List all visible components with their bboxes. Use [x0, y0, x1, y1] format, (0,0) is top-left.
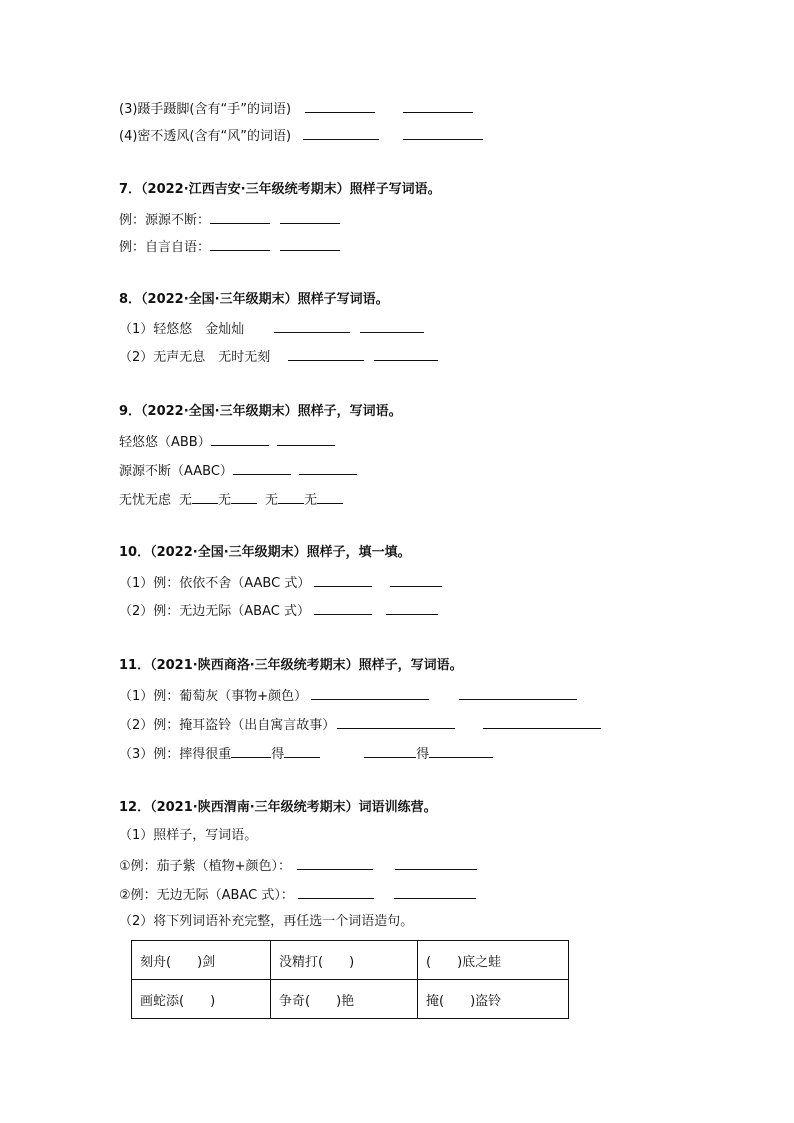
idiom-cell[interactable]: ( )底之蛙 [418, 941, 569, 980]
question-12-title: 12．（2021·陕西渭南·三年级统考期末）词语训练营。 [119, 800, 437, 815]
item-4-text: (4)密不透风(含有“风”的词语) [119, 129, 292, 144]
answer-blank[interactable] [231, 489, 257, 504]
question-10-title: 10．（2022·全国·三年级期末）照样子，填一填。 [119, 545, 411, 560]
answer-blank[interactable] [390, 572, 442, 587]
question-12-line-b [119, 884, 476, 904]
question-9-line-b [119, 460, 357, 480]
q11-example-c: （3）例：摔得很重 [119, 747, 232, 762]
answer-blank[interactable] [483, 714, 601, 729]
q9-example-c: 无忧无虑 [119, 493, 172, 508]
question-11-line-a [119, 685, 577, 705]
question-10-line-b [119, 600, 438, 620]
q12-example-a: ①例：茄子紫（植物+颜色）： [119, 859, 292, 874]
q10-example-a: （1）例：依依不舍（AABC 式） [119, 576, 311, 591]
q9-wu-char: 无 [179, 493, 193, 508]
question-8-line-a [119, 318, 424, 338]
item-4-line [119, 125, 483, 145]
answer-blank[interactable] [298, 884, 374, 899]
table-row [132, 941, 569, 980]
answer-blank[interactable] [403, 98, 473, 113]
answer-blank[interactable] [459, 685, 577, 700]
answer-blank[interactable] [395, 855, 477, 870]
idiom-cell[interactable]: 画蛇添( ) [132, 980, 271, 1019]
answer-blank[interactable] [211, 431, 269, 446]
question-12-sub-2: （2）将下列词语补充完整，再任选一个词语造句。 [119, 914, 414, 929]
answer-blank[interactable] [192, 489, 218, 504]
idiom-cell[interactable]: 刻舟( )剑 [132, 941, 271, 980]
question-11-title: 11．（2021·陕西商洛·三年级统考期末）照样子，写词语。 [119, 658, 463, 673]
answer-blank[interactable] [360, 318, 424, 333]
answer-blank[interactable] [317, 489, 343, 504]
question-9-line-c [119, 489, 343, 509]
item-3-line [119, 98, 473, 118]
answer-blank[interactable] [305, 98, 375, 113]
answer-blank[interactable] [280, 236, 340, 251]
q8-example-b: （2）无声无息 无时无刻 [119, 350, 271, 365]
answer-blank[interactable] [280, 209, 340, 224]
idiom-fill-table [131, 940, 569, 1019]
idiom-cell[interactable]: 掩( )盗铃 [418, 980, 569, 1019]
question-9-title: 9．（2022·全国·三年级期末）照样子，写词语。 [119, 404, 402, 419]
q11-de-char: 得 [416, 747, 430, 762]
answer-blank[interactable] [210, 236, 270, 251]
q11-example-b: （2）例：掩耳盗铃（出自寓言故事） [119, 718, 336, 733]
question-8-line-b [119, 346, 438, 366]
answer-blank[interactable] [386, 600, 438, 615]
idiom-cell[interactable]: 没精打( ) [271, 941, 418, 980]
question-12-sub-1: （1）照样子，写词语。 [119, 828, 258, 843]
question-8-title: 8．（2022·全国·三年级期末）照样子写词语。 [119, 292, 389, 307]
answer-blank[interactable] [299, 460, 357, 475]
q7-example-a: 例：源源不断： [119, 213, 211, 228]
table-row [132, 980, 569, 1019]
answer-blank[interactable] [210, 209, 270, 224]
q8-example-a: （1）轻悠悠 金灿灿 [119, 322, 245, 337]
answer-blank[interactable] [364, 743, 416, 758]
question-7-title: 7．（2022·江西吉安·三年级统考期末）照样子写词语。 [119, 182, 441, 197]
q9-wu-char: 无 [218, 493, 232, 508]
question-10-line-a [119, 572, 442, 592]
answer-blank[interactable] [303, 125, 379, 140]
answer-blank[interactable] [429, 743, 493, 758]
q7-example-b: 例：自言自语： [119, 240, 211, 255]
question-11-line-b [119, 714, 601, 734]
q12-example-b: ②例：无边无际（ABAC 式）： [119, 888, 294, 903]
answer-blank[interactable] [297, 855, 373, 870]
answer-blank[interactable] [288, 346, 364, 361]
q9-wu-char: 无 [265, 493, 279, 508]
item-3-text: (3)蹑手蹑脚(含有“手”的词语) [119, 102, 292, 117]
answer-blank[interactable] [233, 460, 291, 475]
question-9-line-a [119, 431, 335, 451]
answer-blank[interactable] [374, 346, 438, 361]
answer-blank[interactable] [403, 125, 483, 140]
answer-blank[interactable] [284, 743, 320, 758]
question-7-line-a [119, 209, 340, 229]
q9-wu-char: 无 [304, 493, 318, 508]
question-11-line-c [119, 743, 493, 763]
answer-blank[interactable] [311, 685, 429, 700]
q9-example-a: 轻悠悠（ABB） [119, 435, 211, 450]
answer-blank[interactable] [314, 572, 372, 587]
q10-example-b: （2）例：无边无际（ABAC 式） [119, 604, 310, 619]
answer-blank[interactable] [231, 743, 271, 758]
question-7-line-b [119, 236, 340, 256]
answer-blank[interactable] [278, 489, 304, 504]
q11-de-char: 得 [271, 747, 285, 762]
q11-example-a: （1）例：葡萄灰（事物+颜色） [119, 689, 308, 704]
answer-blank[interactable] [277, 431, 335, 446]
answer-blank[interactable] [314, 600, 372, 615]
answer-blank[interactable] [274, 318, 350, 333]
question-12-line-a [119, 855, 477, 875]
q9-example-b: 源源不断（AABC） [119, 464, 233, 479]
answer-blank[interactable] [337, 714, 455, 729]
idiom-cell[interactable]: 争奇( )艳 [271, 980, 418, 1019]
answer-blank[interactable] [394, 884, 476, 899]
